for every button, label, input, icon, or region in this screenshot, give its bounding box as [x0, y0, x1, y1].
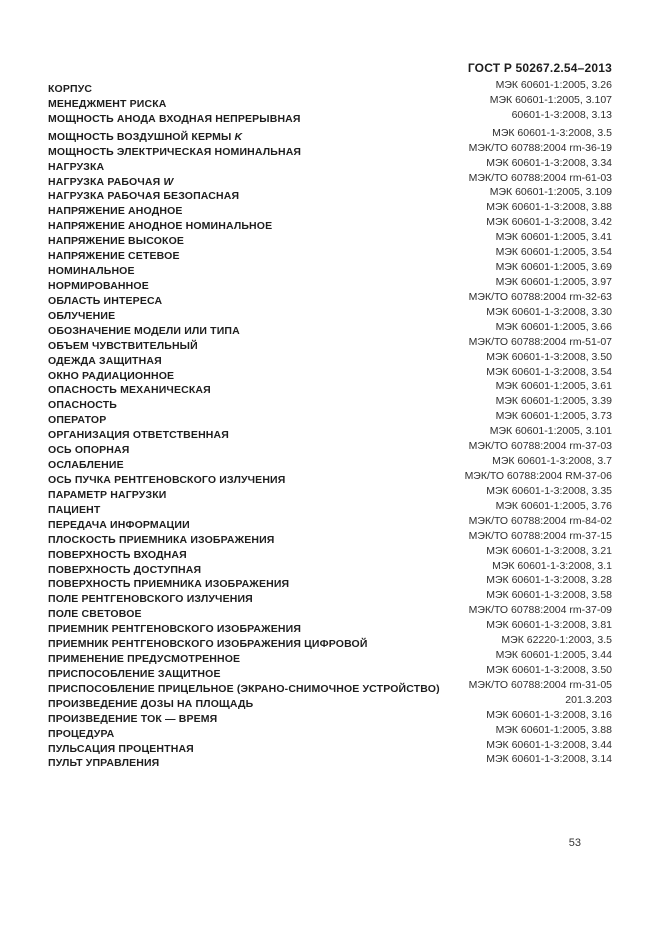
term-label: ПОЛЕ СВЕТОВОЕ	[48, 608, 142, 621]
term-label: НОМИНАЛЬНОЕ	[48, 265, 135, 278]
term-label: ПРИМЕНЕНИЕ ПРЕДУСМОТРЕННОЕ	[48, 653, 241, 666]
term-label: НАПРЯЖЕНИЕ СЕТЕВОЕ	[48, 250, 180, 263]
index-list	[48, 79, 612, 771]
reference-label: МЭК 60601-1:2005, 3.54	[495, 246, 612, 259]
reference-label: МЭК 60601-1:2005, 3.76	[495, 499, 612, 512]
term-label: ОБЪЕМ ЧУВСТВИТЕЛЬНЫЙ	[48, 339, 198, 352]
reference-label: МЭК 60601-1-3:2008, 3.7	[492, 455, 612, 468]
term-label: ПРОИЗВЕДЕНИЕ ДОЗЫ НА ПЛОЩАДЬ	[48, 697, 254, 710]
term-label: ПЛОСКОСТЬ ПРИЕМНИКА ИЗОБРАЖЕНИЯ	[48, 533, 275, 546]
reference-label: 60601-1-3:2008, 3.13	[511, 108, 612, 121]
term-label: ПЕРЕДАЧА ИНФОРМАЦИИ	[48, 518, 190, 531]
term-label: ОБОЗНАЧЕНИЕ МОДЕЛИ ИЛИ ТИПА	[48, 324, 240, 337]
term-label: ПРИЕМНИК РЕНТГЕНОВСКОГО ИЗОБРАЖЕНИЯ ЦИФРОВОЙ	[48, 638, 368, 651]
term-label: КОРПУС	[48, 83, 93, 95]
reference-label: МЭК 60601-1:2005, 3.66	[495, 320, 612, 333]
reference-label: МЭК 62220-1:2003, 3.5	[501, 634, 612, 647]
term-label: МЕНЕДЖМЕНТ РИСКА	[48, 97, 167, 110]
term-label: МОЩНОСТЬ ЭЛЕКТРИЧЕСКАЯ НОМИНАЛЬНАЯ	[48, 145, 302, 158]
reference-label: МЭК 60601-1-3:2008, 3.1	[492, 559, 612, 572]
term-label: МОЩНОСТЬ ВОЗДУШНОЙ КЕРМЫ K	[48, 130, 243, 143]
reference-label: МЭК 60601-1:2005, 3.69	[495, 261, 612, 274]
reference-label: МЭК 60601-1-3:2008, 3.35	[486, 484, 612, 497]
term-label: ПОВЕРХНОСТЬ ВХОДНАЯ	[48, 548, 187, 561]
reference-label: МЭК/ТО 60788:2004 rm-37-15	[468, 529, 612, 542]
term-label: ОПАСНОСТЬ МЕХАНИЧЕСКАЯ	[48, 384, 211, 397]
term-label: ОСЬ ОПОРНАЯ	[48, 444, 130, 457]
reference-label: МЭК 60601-1:2005, 3.109	[489, 186, 612, 199]
reference-label: МЭК 60601-1-3:2008, 3.81	[486, 619, 612, 632]
reference-label: МЭК/ТО 60788:2004 rm-31-05	[468, 678, 612, 691]
index-row	[48, 753, 612, 771]
term-label: ПАРАМЕТР НАГРУЗКИ	[48, 488, 167, 501]
reference-label: МЭК 60601-1:2005, 3.107	[489, 93, 612, 106]
reference-label: МЭК 60601-1:2005, 3.101	[489, 425, 612, 438]
reference-label: МЭК 60601-1-3:2008, 3.44	[486, 738, 612, 751]
reference-label: МЭК 60601-1:2005, 3.26	[495, 79, 612, 91]
term-label: ОПЕРАТОР	[48, 414, 107, 427]
reference-label: МЭК 60601-1:2005, 3.97	[495, 275, 612, 288]
term-label: ОБЛАСТЬ ИНТЕРЕСА	[48, 294, 163, 307]
reference-label: МЭК 60601-1:2005, 3.41	[495, 231, 612, 244]
reference-label: МЭК/ТО 60788:2004 rm-51-07	[468, 335, 612, 348]
reference-label: МЭК 60601-1-3:2008, 3.28	[486, 574, 612, 587]
reference-label: МЭК 60601-1-3:2008, 3.42	[486, 216, 612, 229]
term-label: ПУЛЬСАЦИЯ ПРОЦЕНТНАЯ	[48, 742, 194, 755]
reference-label: МЭК/ТО 60788:2004 rm-37-03	[468, 440, 612, 453]
reference-label: МЭК 60601-1-3:2008, 3.21	[486, 544, 612, 557]
term-label: ПРИСПОСОБЛЕНИЕ ЗАЩИТНОЕ	[48, 667, 221, 680]
term-label: НАГРУЗКА РАБОЧАЯ W	[48, 175, 174, 188]
reference-label: МЭК 60601-1:2005, 3.88	[495, 723, 612, 736]
term-label: МОЩНОСТЬ АНОДА ВХОДНАЯ НЕПРЕРЫВНАЯ	[48, 112, 301, 125]
term-label: ПРИЕМНИК РЕНТГЕНОВСКОГО ИЗОБРАЖЕНИЯ	[48, 623, 302, 636]
term-label: НАГРУЗКА РАБОЧАЯ БЕЗОПАСНАЯ	[48, 190, 240, 203]
term-label: НАПРЯЖЕНИЕ АНОДНОЕ НОМИНАЛЬНОЕ	[48, 220, 273, 233]
reference-label: 201.3.203	[565, 693, 612, 706]
reference-label: МЭК/ТО 60788:2004 rm-32-63	[468, 290, 612, 303]
term-label: НАПРЯЖЕНИЕ АНОДНОЕ	[48, 205, 183, 218]
term-label: ПАЦИЕНТ	[48, 503, 101, 516]
standard-designation-header: ГОСТ Р 50267.2.54–2013	[467, 61, 612, 75]
reference-label: МЭК 60601-1-3:2008, 3.16	[486, 708, 612, 721]
reference-label: МЭК/ТО 60788:2004 rm-36-19	[468, 141, 612, 154]
reference-label: МЭК 60601-1:2005, 3.73	[495, 410, 612, 423]
term-label: ОСЬ ПУЧКА РЕНТГЕНОВСКОГО ИЗЛУЧЕНИЯ	[48, 473, 286, 486]
term-label: ОРГАНИЗАЦИЯ ОТВЕТСТВЕННАЯ	[48, 429, 229, 442]
term-label: ПОВЕРХНОСТЬ ПРИЕМНИКА ИЗОБРАЖЕНИЯ	[48, 578, 290, 591]
reference-label: МЭК 60601-1-3:2008, 3.34	[486, 156, 612, 169]
reference-label: МЭК 60601-1:2005, 3.61	[495, 380, 612, 393]
page-number: 53	[568, 837, 581, 849]
reference-label: МЭК/ТО 60788:2004 rm-37-09	[468, 604, 612, 617]
index-row	[48, 108, 612, 127]
term-label: ОБЛУЧЕНИЕ	[48, 309, 116, 322]
reference-label: МЭК 60601-1-3:2008, 3.88	[486, 201, 612, 214]
index-row	[48, 678, 612, 697]
reference-label: МЭК 60601-1:2005, 3.39	[495, 395, 612, 408]
reference-label: МЭК 60601-1-3:2008, 3.58	[486, 589, 612, 602]
term-label: ПОВЕРХНОСТЬ ДОСТУПНАЯ	[48, 563, 202, 576]
term-label: ОСЛАБЛЕНИЕ	[48, 459, 124, 472]
term-label: ПРОИЗВЕДЕНИЕ ТОК — ВРЕМЯ	[48, 712, 218, 725]
reference-label: МЭК 60601-1-3:2008, 3.54	[486, 365, 612, 378]
term-label: ПУЛЬТ УПРАВЛЕНИЯ	[48, 757, 160, 770]
term-label: НОРМИРОВАННОЕ	[48, 279, 149, 292]
reference-label: МЭК 60601-1-3:2008, 3.50	[486, 663, 612, 676]
reference-label: МЭК 60601-1-3:2008, 3.30	[486, 305, 612, 318]
reference-label: МЭК 60601-1-3:2008, 3.5	[492, 126, 612, 139]
term-label: НАГРУЗКА	[48, 160, 105, 173]
term-label: ПРИСПОСОБЛЕНИЕ ПРИЦЕЛЬНОЕ (ЭКРАНО-СНИМОЧНОЕ УСТРОЙСТВО)	[48, 682, 440, 695]
reference-label: МЭК/ТО 60788:2004 RM-37-06	[464, 469, 612, 482]
term-label: ПРОЦЕДУРА	[48, 727, 115, 740]
term-label: ОДЕЖДА ЗАЩИТНАЯ	[48, 354, 162, 367]
term-label: ОПАСНОСТЬ	[48, 399, 118, 412]
reference-label: МЭК 60601-1-3:2008, 3.14	[486, 753, 612, 766]
term-label: ПОЛЕ РЕНТГЕНОВСКОГО ИЗЛУЧЕНИЯ	[48, 593, 253, 606]
term-label: ОКНО РАДИАЦИОННОЕ	[48, 369, 175, 382]
reference-label: МЭК/ТО 60788:2004 rm-84-02	[468, 514, 612, 527]
reference-label: МЭК 60601-1-3:2008, 3.50	[486, 350, 612, 363]
reference-label: МЭК 60601-1:2005, 3.44	[495, 649, 612, 662]
term-label: НАПРЯЖЕНИЕ ВЫСОКОЕ	[48, 235, 185, 248]
reference-label: МЭК/ТО 60788:2004 rm-61-03	[468, 171, 612, 184]
